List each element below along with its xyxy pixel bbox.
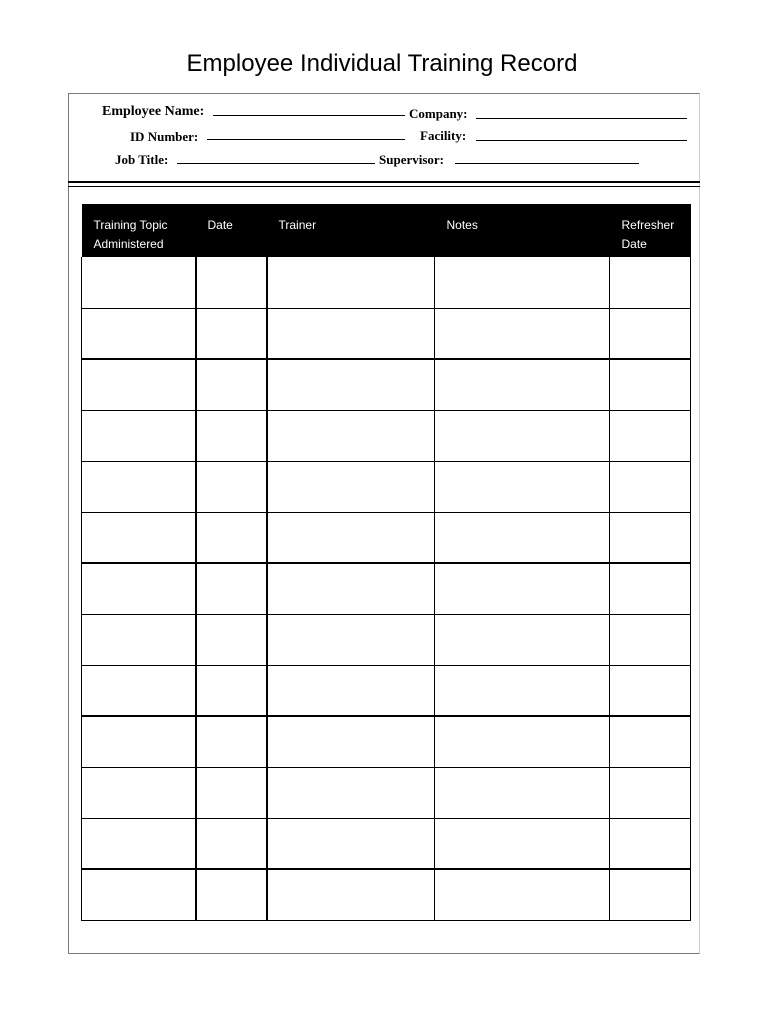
id-number-label: ID Number: bbox=[130, 129, 199, 144]
table-cell[interactable] bbox=[196, 614, 267, 665]
table-row bbox=[82, 614, 691, 665]
table-cell[interactable] bbox=[82, 308, 196, 359]
table-cell[interactable] bbox=[610, 665, 691, 716]
table-cell[interactable] bbox=[267, 257, 435, 308]
table-row bbox=[82, 869, 691, 920]
supervisor-label: Supervisor: bbox=[379, 152, 444, 167]
table-cell[interactable] bbox=[196, 716, 267, 767]
table-cell[interactable] bbox=[82, 410, 196, 461]
table-body bbox=[82, 257, 691, 920]
table-cell[interactable] bbox=[82, 869, 196, 920]
table-cell[interactable] bbox=[435, 614, 610, 665]
table-cell[interactable] bbox=[435, 818, 610, 869]
table-cell[interactable] bbox=[267, 869, 435, 920]
column-header-refresher-date: Refresher Date bbox=[610, 204, 691, 257]
column-header-date: Date bbox=[196, 204, 267, 257]
table-cell[interactable] bbox=[196, 869, 267, 920]
table-cell[interactable] bbox=[435, 869, 610, 920]
table-cell[interactable] bbox=[267, 767, 435, 818]
table-cell[interactable] bbox=[196, 818, 267, 869]
header-divider-thick bbox=[68, 181, 700, 183]
table-header-row bbox=[82, 204, 691, 257]
table-cell[interactable] bbox=[196, 461, 267, 512]
table-cell[interactable] bbox=[610, 461, 691, 512]
table-cell[interactable] bbox=[196, 257, 267, 308]
table-cell[interactable] bbox=[196, 410, 267, 461]
column-header-trainer: Trainer bbox=[267, 204, 435, 257]
table-cell[interactable] bbox=[82, 716, 196, 767]
table-cell[interactable] bbox=[196, 665, 267, 716]
table-cell[interactable] bbox=[82, 359, 196, 410]
employee-name-label: Employee Name: bbox=[102, 104, 205, 119]
facility-field[interactable] bbox=[476, 140, 687, 141]
table-row bbox=[82, 257, 691, 308]
table-row bbox=[82, 461, 691, 512]
employee-name-field[interactable] bbox=[213, 115, 405, 116]
table-cell[interactable] bbox=[267, 308, 435, 359]
job-title-label: Job Title: bbox=[115, 152, 169, 167]
facility-label: Facility: bbox=[420, 128, 467, 143]
table-cell[interactable] bbox=[267, 359, 435, 410]
table-cell[interactable] bbox=[82, 614, 196, 665]
table-cell[interactable] bbox=[610, 359, 691, 410]
table-cell[interactable] bbox=[435, 563, 610, 614]
table-cell[interactable] bbox=[610, 716, 691, 767]
table-cell[interactable] bbox=[196, 308, 267, 359]
table-cell[interactable] bbox=[196, 563, 267, 614]
table-cell[interactable] bbox=[267, 512, 435, 563]
table-row bbox=[82, 818, 691, 869]
table-cell[interactable] bbox=[82, 512, 196, 563]
page-title: Employee Individual Training Record bbox=[186, 50, 578, 77]
table-cell[interactable] bbox=[267, 818, 435, 869]
id-number-field[interactable] bbox=[207, 139, 405, 140]
table-cell[interactable] bbox=[610, 869, 691, 920]
table-row bbox=[82, 665, 691, 716]
table-cell[interactable] bbox=[267, 563, 435, 614]
table-row bbox=[82, 512, 691, 563]
column-header-notes: Notes bbox=[435, 204, 610, 257]
table-cell[interactable] bbox=[267, 614, 435, 665]
table-cell[interactable] bbox=[82, 257, 196, 308]
column-header-training-topic: Training Topic Administered bbox=[82, 204, 196, 257]
table-row bbox=[82, 716, 691, 767]
table-row bbox=[82, 359, 691, 410]
table-cell[interactable] bbox=[82, 818, 196, 869]
company-field[interactable] bbox=[476, 118, 687, 119]
table-cell[interactable] bbox=[435, 767, 610, 818]
table-cell[interactable] bbox=[267, 665, 435, 716]
table-cell[interactable] bbox=[82, 461, 196, 512]
table-cell[interactable] bbox=[610, 308, 691, 359]
table-cell[interactable] bbox=[435, 308, 610, 359]
table-cell[interactable] bbox=[610, 767, 691, 818]
table-cell[interactable] bbox=[610, 818, 691, 869]
table-cell[interactable] bbox=[610, 614, 691, 665]
table-row bbox=[82, 308, 691, 359]
table-cell[interactable] bbox=[435, 257, 610, 308]
table-cell[interactable] bbox=[82, 767, 196, 818]
table-cell[interactable] bbox=[267, 716, 435, 767]
table-cell[interactable] bbox=[610, 410, 691, 461]
table-cell[interactable] bbox=[435, 716, 610, 767]
table-cell[interactable] bbox=[435, 512, 610, 563]
table-row bbox=[82, 410, 691, 461]
table-row bbox=[82, 767, 691, 818]
table-cell[interactable] bbox=[435, 461, 610, 512]
table-cell[interactable] bbox=[435, 410, 610, 461]
table-cell[interactable] bbox=[435, 665, 610, 716]
table-cell[interactable] bbox=[610, 512, 691, 563]
table-cell[interactable] bbox=[82, 665, 196, 716]
table-cell[interactable] bbox=[610, 257, 691, 308]
table-cell[interactable] bbox=[267, 410, 435, 461]
table-cell[interactable] bbox=[196, 512, 267, 563]
table-cell[interactable] bbox=[196, 359, 267, 410]
table-cell[interactable] bbox=[610, 563, 691, 614]
header-divider-thin bbox=[68, 186, 700, 187]
table-cell[interactable] bbox=[435, 359, 610, 410]
table-cell[interactable] bbox=[267, 461, 435, 512]
table-cell[interactable] bbox=[196, 767, 267, 818]
table-cell[interactable] bbox=[82, 563, 196, 614]
table-row bbox=[82, 563, 691, 614]
training-table bbox=[81, 204, 690, 921]
supervisor-field[interactable] bbox=[455, 163, 639, 164]
company-label: Company: bbox=[409, 106, 468, 121]
job-title-field[interactable] bbox=[177, 163, 375, 164]
